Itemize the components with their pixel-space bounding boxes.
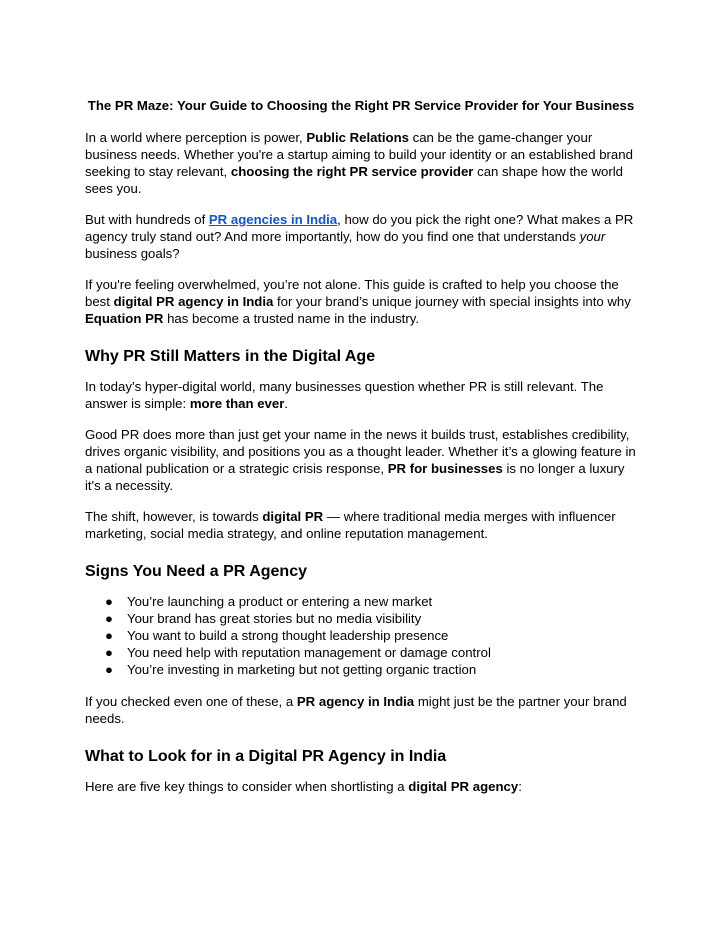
text-run: — where traditional media merges with influencer marketing, social media strategy, and online reputation management. (85, 509, 616, 541)
intro-paragraph-1 (85, 129, 637, 197)
bullet-icon: ● (105, 611, 113, 626)
list-item-text: You want to build a strong thought leadership presence (127, 628, 449, 643)
text-run: might just be the partner your brand needs. (85, 694, 627, 726)
text-run: , how do you pick the right one? What makes a PR agency truly stand out? And more importantly, how do you find one that understands (85, 212, 634, 244)
signs-paragraph-1 (85, 693, 637, 727)
italic-text: your (579, 229, 606, 244)
text-run: In a world where perception is power, (85, 130, 307, 145)
text-run: is no longer a luxury it's a necessity. (85, 461, 625, 493)
bold-text: Equation PR (85, 311, 164, 326)
list-item (85, 593, 637, 610)
text-run: can be the game-changer your business needs. Whether you're a startup aiming to build your identity or an established brand seeking to stay relevant, (85, 130, 633, 179)
pr-agencies-link[interactable]: PR agencies in India (208, 212, 338, 227)
list-item-text: Your brand has great stories but no media visibility (127, 611, 422, 626)
bold-text: digital PR (262, 509, 324, 524)
text-run: . (284, 396, 289, 411)
intro-paragraph-3 (85, 276, 637, 327)
list-item-text: You’re launching a product or entering a new market (127, 594, 433, 609)
text-run: for your brand’s unique journey with special insights into why (273, 294, 631, 309)
bullet-icon: ● (105, 628, 113, 643)
what-to-look-for-paragraph-1 (85, 778, 637, 795)
signs-bullet-list (85, 593, 637, 678)
text-run: If you checked even one of these, a (85, 694, 297, 709)
list-item (85, 627, 637, 644)
why-pr-paragraph-2 (85, 426, 637, 494)
section-heading-what-to-look-for: What to Look for in a Digital PR Agency in India (85, 748, 447, 765)
list-item (85, 610, 637, 627)
section-heading-signs: Signs You Need a PR Agency (85, 563, 307, 580)
bold-text: more than ever (189, 396, 285, 411)
text-run: Here are five key things to consider when shortlisting a (85, 779, 409, 794)
text-run: The shift, however, is towards (85, 509, 263, 524)
text-run: But with hundreds of (85, 212, 209, 227)
bold-text: PR for businesses (387, 461, 503, 476)
section-heading-why-pr: Why PR Still Matters in the Digital Age (85, 348, 376, 365)
bold-text: digital PR agency in India (113, 294, 274, 309)
text-run: Good PR does more than just get your name in the news it builds trust, establishes credibility, drives organic visibility, and positions you as a thought leader. Whether it’s a glowing feature in a national publication or a strategic crisis response, (85, 427, 636, 476)
bullet-icon: ● (105, 594, 113, 609)
list-item (85, 644, 637, 661)
why-pr-paragraph-3 (85, 508, 637, 542)
text-run: business goals? (85, 246, 180, 261)
bold-text: digital PR agency (408, 779, 519, 794)
text-run: In today’s hyper-digital world, many businesses question whether PR is still relevant. The answer is simple: (85, 379, 604, 411)
text-run: can shape how the world sees you. (85, 164, 623, 196)
text-run: If you're feeling overwhelmed, you’re not alone. This guide is crafted to help you choose the best (85, 277, 619, 309)
bold-text: choosing the right PR service provider (230, 164, 474, 179)
bullet-icon: ● (105, 662, 113, 677)
bold-text: PR agency in India (296, 694, 415, 709)
text-run: : (518, 779, 522, 794)
intro-paragraph-2 (85, 211, 637, 262)
text-run: has become a trusted name in the industry. (163, 311, 419, 326)
bullet-icon: ● (105, 645, 113, 660)
list-item (85, 661, 637, 678)
document-title: The PR Maze: Your Guide to Choosing the Right PR Service Provider for Your Business (87, 98, 635, 113)
list-item-text: You’re investing in marketing but not getting organic traction (127, 662, 477, 677)
document-body (85, 97, 637, 809)
bold-text: Public Relations (306, 130, 409, 145)
why-pr-paragraph-1 (85, 378, 637, 412)
list-item-text: You need help with reputation management or damage control (127, 645, 491, 660)
